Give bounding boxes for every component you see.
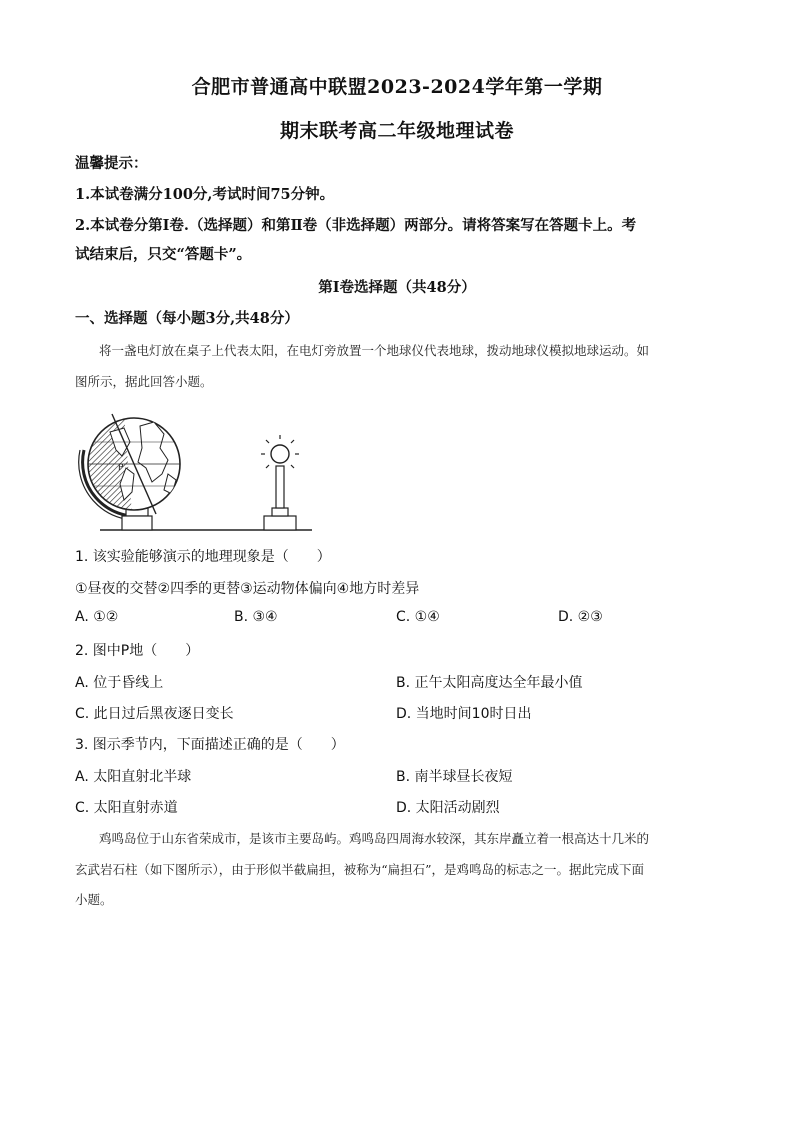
q2-option-d[interactable]: D. 当地时间10时日出 xyxy=(396,706,532,722)
notice-item-2-line2: 试结束后，只交“答题卡”。 xyxy=(75,246,252,263)
part-title: 一、选择题（每小题3分,共48分） xyxy=(75,310,299,327)
notice-item-1: 1.本试卷满分100分,考试时间75分钟。 xyxy=(75,186,335,203)
q1-option-d[interactable]: D. ②③ xyxy=(558,609,603,625)
stem2-line2: 玄武岩石柱（如下图所示），由于形似半截扁担，被称为“扁担石”，是鸡鸣岛的标志之一。据此完成下面 xyxy=(75,862,645,877)
q1-statement: ①昼夜的交替②四季的更替③运动物体偏向④地方时差异 xyxy=(75,581,420,597)
q1-question: 1. 该实验能够演示的地理现象是（ ） xyxy=(75,549,331,565)
q1-option-c[interactable]: C. ①④ xyxy=(396,609,440,625)
q2-option-a[interactable]: A. 位于昏线上 xyxy=(75,675,164,691)
q3-option-d[interactable]: D. 太阳活动剧烈 xyxy=(396,800,500,816)
exam-title-line2: 期末联考高二年级地理试卷 xyxy=(279,120,514,142)
q2-option-b[interactable]: B. 正午太阳高度达全年最小值 xyxy=(396,675,583,691)
q1-option-b[interactable]: B. ③④ xyxy=(234,609,278,625)
stem2-line3: 小题。 xyxy=(75,892,113,907)
globe-lamp-illustration xyxy=(72,404,322,534)
notice-item-2-line1: 2.本试卷分第Ⅰ卷.（选择题）和第Ⅱ卷（非选择题）两部分。请将答案写在答题卡上。考 xyxy=(75,217,637,234)
lamp-icon xyxy=(261,435,299,530)
stem1-line2: 图所示，据此回答小题。 xyxy=(75,374,213,389)
q3-question: 3. 图示季节内，下面描述正确的是（ ） xyxy=(75,737,345,753)
notice-heading: 温馨提示： xyxy=(75,155,148,172)
q1-option-a[interactable]: A. ①② xyxy=(75,609,119,625)
stem1-line1: 将一盏电灯放在桌子上代表太阳，在电灯旁放置一个地球仪代表地球，拨动地球仪模拟地球运动。如 xyxy=(99,343,650,358)
volume-title: 第Ⅰ卷选择题（共48分） xyxy=(318,279,476,296)
exam-title-line1: 合肥市普通高中联盟2023-2024学年第一学期 xyxy=(191,76,603,98)
q3-option-a[interactable]: A. 太阳直射北半球 xyxy=(75,769,192,785)
q3-option-c[interactable]: C. 太阳直射赤道 xyxy=(75,800,178,816)
stem2-line1: 鸡鸣岛位于山东省荣成市，是该市主要岛屿。鸡鸣岛四周海水较深，其东岸矗立着一根高达十几米的 xyxy=(99,831,650,846)
point-p-label: P xyxy=(118,463,124,473)
q3-option-b[interactable]: B. 南半球昼长夜短 xyxy=(396,769,513,785)
globe-lamp-figure xyxy=(72,404,322,539)
q2-question: 2. 图中P地（ ） xyxy=(75,643,200,659)
q2-option-c[interactable]: C. 此日过后黑夜逐日变长 xyxy=(75,706,234,722)
